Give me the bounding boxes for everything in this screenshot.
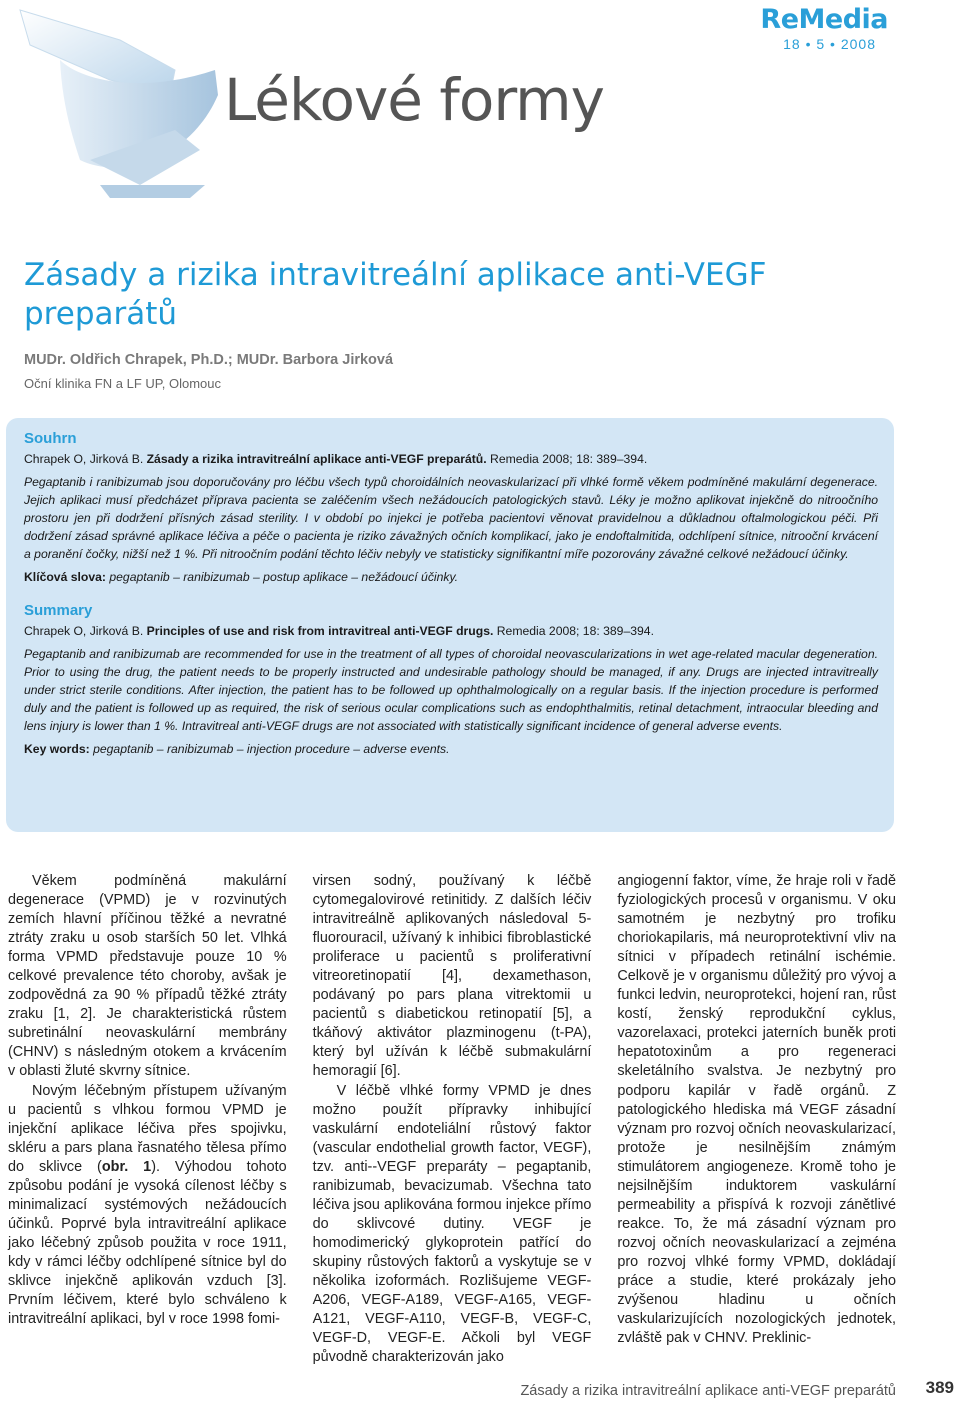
article-title: Zásady a rizika intravitreální aplikace anti-VEGF preparátů	[24, 257, 767, 332]
authors: MUDr. Oldřich Chrapek, Ph.D.; MUDr. Barbora Jirková	[24, 352, 394, 368]
souhrn-keywords-label: Klíčová slova:	[24, 570, 106, 584]
summary-body: Pegaptanib and ranibizumab are recommended for use in the treatment of all types of choroidal neovascularizations in wet age-related macular degeneration. Prior to using the drug, the patient needs to be properly instructed and undesirable pathology should be managed, if any. Drugs are injected intravitreally under strict sterile conditions. After injection, the patient has to be followed up ophthalmologically on a regular basis. If the injection procedure is performed duly and the patient is followed up as required, the risk of serious ocular complications such as endophthalmitis, retinal detachment, intraocular bleeding and lens injury is lower than 1 %. Intravitreal anti-VEGF drugs are not associated with statistically significant incidence of general adverse events.	[24, 647, 878, 733]
souhrn-citation	[24, 451, 878, 468]
souhrn-keywords-list: pegaptanib – ranibizumab – postup aplikace – nežádoucí účinky.	[109, 570, 459, 584]
souhrn-body: Pegaptanib i ranibizumab jsou doporučovány pro léčbu všech typů choroidálních neovaskularizací při vlhké formě věkem podmíněné makulární degenerace. Jejich aplikaci musí předcházet příprava pacienta se zaléčením všech nežádoucích patologických stavů. Léky je možno aplikovat injekčně do nitroočního prostoru jen při dodržení přísných zásad sterility. I v období po injekci je potřeba pacientovi věnovat pravidelnou a důkladnou oftalmologickou péči. Při dodržení zásad správné aplikace léčiva a péče o pacienta je riziko závažných očních komplikací, jako je endoftalmitida, odchlípení sítnice, nitrooční krvácení a poranění čočky, nižší než 1 %. Při nitroočním podání těchto léčiv nebyly ve statisticky signifikantní míře pozorovány závažné celkové nežádoucí účinky.	[24, 475, 878, 561]
body-text: ). Výhodou tohoto způsobu podání je vysoká cílenost léčby s minimalizací systémových nežádoucích účinků. Poprvé byla intravitreální aplikace jako léčebný způsob použita v roce 1911, kdy v rámci léčby odchlípené sítnice byl do sklivce injekčně aplikován vzduch [3]. Prvním léčivem, které bylo schváleno k intravitreální aplikaci, byl v roce 1998 fomi-	[8, 1158, 287, 1328]
souhrn-keywords	[24, 569, 878, 586]
issue-date: 18 • 5 • 2008	[783, 36, 876, 52]
figure-reference[interactable]: obr. 1	[101, 1158, 152, 1175]
article-body	[8, 872, 897, 1366]
body-paragraph: virsen sodný, používaný k léčbě cytomegalovirové retinitidy. Z dalších léčiv intravitreálně aplikovaných následoval 5-fluorouracil, užívaný k inhibici fibroblastické proliferace u pacientů s proliferativní vitreoretinopatií [4], dexamethason, podávaný po pars plana vitrektomii u pacientů s diabetickou retinopatií [5], a tkáňový aktivátor plazminogenu (t-PA), který byl užíván k léčbě submakulární hemoragií [6].	[312, 873, 592, 1080]
summary-cite-authors: Chrapek O, Jirková B.	[24, 624, 144, 638]
summary-cite-title: Principles of use and risk from intravitreal anti-VEGF drugs.	[146, 624, 494, 638]
summary-keywords	[24, 741, 878, 758]
summary-citation	[24, 623, 878, 640]
body-column-1	[8, 872, 287, 1344]
souhrn-cite-authors: Chrapek O, Jirková B.	[24, 452, 144, 466]
souhrn-cite-source: Remedia 2008; 18: 389–394.	[490, 452, 648, 466]
mortar-pestle-icon	[0, 0, 230, 200]
summary-heading: Summary	[24, 602, 93, 619]
section-title: Lékové formy	[224, 66, 604, 134]
summary-keywords-label: Key words:	[24, 742, 90, 756]
affiliation: Oční klinika FN a LF UP, Olomouc	[24, 376, 221, 391]
page-number: 389	[925, 1378, 954, 1397]
body-paragraph: V léčbě vlhké formy VPMD je dnes možno použít přípravky inhibující vaskulární endoteliální růstový faktor (vascular endothelial growth factor, VEGF), tzv. anti--VEGF preparáty – pegaptanib, ranibizumab, bevacizumab. Všechna tato léčiva jsou aplikována formou injekce přímo do sklivcové dutiny. VEGF je homodimerický glykoprotein patřící do skupiny růstových faktorů a vyskytuje se v několika izoformách. Rozlišujeme VEGF-A206, VEGF-A189, VEGF-A165, VEGF-A121, VEGF-A110, VEGF-B, VEGF-C, VEGF-D, VEGF-E. Ačkoli byl VEGF původně charakterizován jako	[312, 1082, 592, 1366]
body-paragraph: angiogenní faktor, víme, že hraje roli v řadě fyziologických procesů v organismu. V oku samotném je nezbytný pro trofiku choriokapilaris, má neuroprotektivní vliv na sítnici v případech retinální ischémie. Celkově je v organismu důležitý pro vývoj a funkci ledvin, neuroprotekci, hojení ran, růst kostí, ženský reprodukční cyklus, vazorelaxaci, protekci jaterních buněk proti hepatotoxinům a pro regeneraci skeletálního svalstva. Je nezbytný pro podporu kapilár v řadě orgánů. Z patologického hlediska má VEGF zásadní význam pro rozvoj očních neovaskularizací, protože je nesilnějším známým stimulátorem angiogeneze. Kromě toho je nejsilnějším induktorem vaskulární permeability a přispívá k rozvoji zánětlivé reakce. To, že má zásadní význam pro rozvoj očních neovaskularizací a zejména pro rozvoj vlhké formy VPMD, dokládají práce a studie, které prokázaly jeho zvýšenou hladinu u očních vaskularizujících nozologických jednotek, zvláště pak v CHNV. Preklinic-	[617, 873, 897, 1347]
body-paragraph: Věkem podmíněná makulární degenerace (VPMD) je v rozvinutých zemích hlavní příčinou těžké a nevratné ztráty zraku u osob starších 50 let. Vlhká forma VPMD představuje pouze 10 % celkové prevalence této choroby, avšak je zodpovědná za 90 % případů těžké ztráty zraku [1, 2]. Je charakteristická růstem subretinální neovaskulární membrány (CHNV) s následným otokem a krvácením v oblasti žluté skvrny sítnice.	[8, 873, 287, 1080]
summary-cite-source: Remedia 2008; 18: 389–394.	[496, 624, 654, 638]
body-text: Novým léčebným přístupem užívaným u pacientů s vlhkou formou VPMD je injekční aplikace léčiva přes spojivku, skléru a pars plana řasnatého tělesa přímo do sklivce (	[8, 1082, 287, 1175]
souhrn-cite-title: Zásady a rizika intravitreální aplikace anti-VEGF preparátů.	[146, 452, 487, 466]
souhrn-heading: Souhrn	[24, 430, 77, 447]
abstract-box	[6, 418, 894, 832]
summary-keywords-list: pegaptanib – ranibizumab – injection procedure – adverse events.	[93, 742, 450, 756]
brand-logo: ReMedia	[760, 4, 888, 35]
running-title: Zásady a rizika intravitreální aplikace anti-VEGF preparátů	[520, 1383, 896, 1399]
body-column-2	[312, 872, 592, 1366]
body-paragraph	[8, 1082, 287, 1330]
body-column-3	[617, 872, 897, 1347]
